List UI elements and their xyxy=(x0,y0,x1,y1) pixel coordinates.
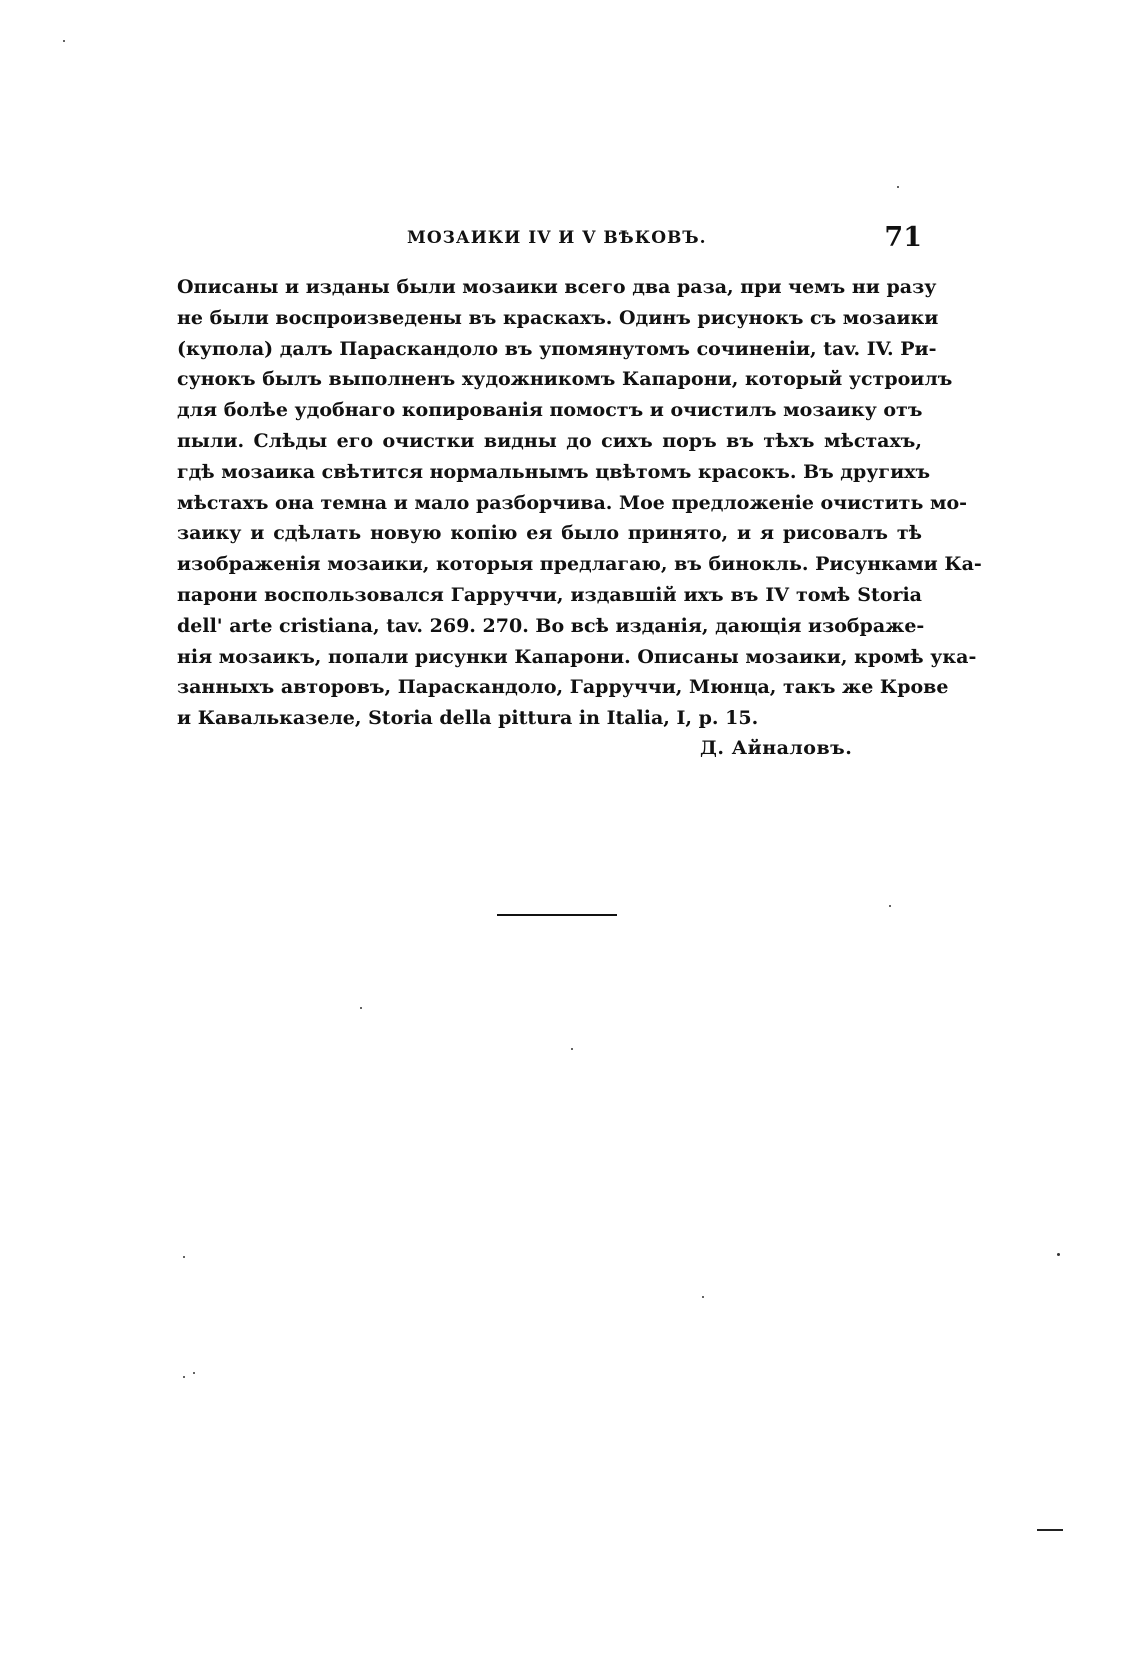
text-line: изображенія мозаики, которыя предлагаю, въ бинокль. Рисунками Ка- xyxy=(177,553,982,576)
running-title: МОЗАИКИ IV И V ВѢКОВЪ. xyxy=(407,228,707,248)
scan-speck xyxy=(183,1256,185,1258)
text-line: Описаны и изданы были мозаики всего два раза, при чемъ ни разу xyxy=(177,276,937,298)
scan-speck xyxy=(702,1296,704,1298)
scan-speck xyxy=(1057,1253,1060,1256)
text-line: и Кавальказеле, Storia della pittura in Italia, I, p. 15. xyxy=(177,707,759,730)
text-line: сунокъ былъ выполненъ художникомъ Капарони, который устроилъ xyxy=(177,368,953,391)
scan-speck xyxy=(183,1376,185,1378)
scan-edge-mark xyxy=(1037,1529,1063,1531)
text-line: нія мозаикъ, попали рисунки Капарони. Описаны мозаики, кромѣ ука- xyxy=(177,645,977,668)
scan-speck xyxy=(571,1048,573,1050)
page-header xyxy=(177,222,922,258)
text-line: не были воспроизведены въ краскахъ. Одинъ рисунокъ съ мозаики xyxy=(177,306,939,329)
page-number: 71 xyxy=(884,222,922,253)
section-divider xyxy=(497,914,617,916)
scan-speck xyxy=(360,1007,362,1009)
text-line: заику и сдѣлать новую копію ея было принято, и я рисовалъ тѣ xyxy=(177,522,922,545)
scan-speck xyxy=(889,905,891,907)
text-line: (купола) далъ Парaскандоло въ упомянутомъ сочиненіи, tav. IV. Ри- xyxy=(177,337,937,360)
scan-speck xyxy=(63,40,65,42)
text-line: dell' arte cristiana, tav. 269. 270. Во всѣ изданія, дающія изображе- xyxy=(177,614,925,637)
text-line: пыли. Слѣды его очистки видны до сихъ поръ въ тѣхъ мѣстахъ, xyxy=(177,429,922,452)
text-line: занныхъ авторовъ, Параскандоло, Гарруччи, Мюнца, такъ же Крове xyxy=(177,676,949,699)
author-signature: Д. Айналовъ. xyxy=(700,737,853,759)
scan-speck xyxy=(193,1372,195,1374)
text-line: гдѣ мозаика свѣтится нормальнымъ цвѣтомъ красокъ. Въ другихъ xyxy=(177,460,931,483)
text-line: парони воспользовался Гарруччи, издавшій ихъ въ IV томѣ Storia xyxy=(177,583,922,606)
scan-speck xyxy=(897,186,899,188)
body-paragraph xyxy=(177,272,982,734)
text-line: мѣстахъ она темна и мало разборчива. Мое предложеніе очистить мо- xyxy=(177,491,968,514)
text-line: для болѣе удобнаго копированія помостъ и очистилъ мозаику отъ xyxy=(177,399,923,422)
